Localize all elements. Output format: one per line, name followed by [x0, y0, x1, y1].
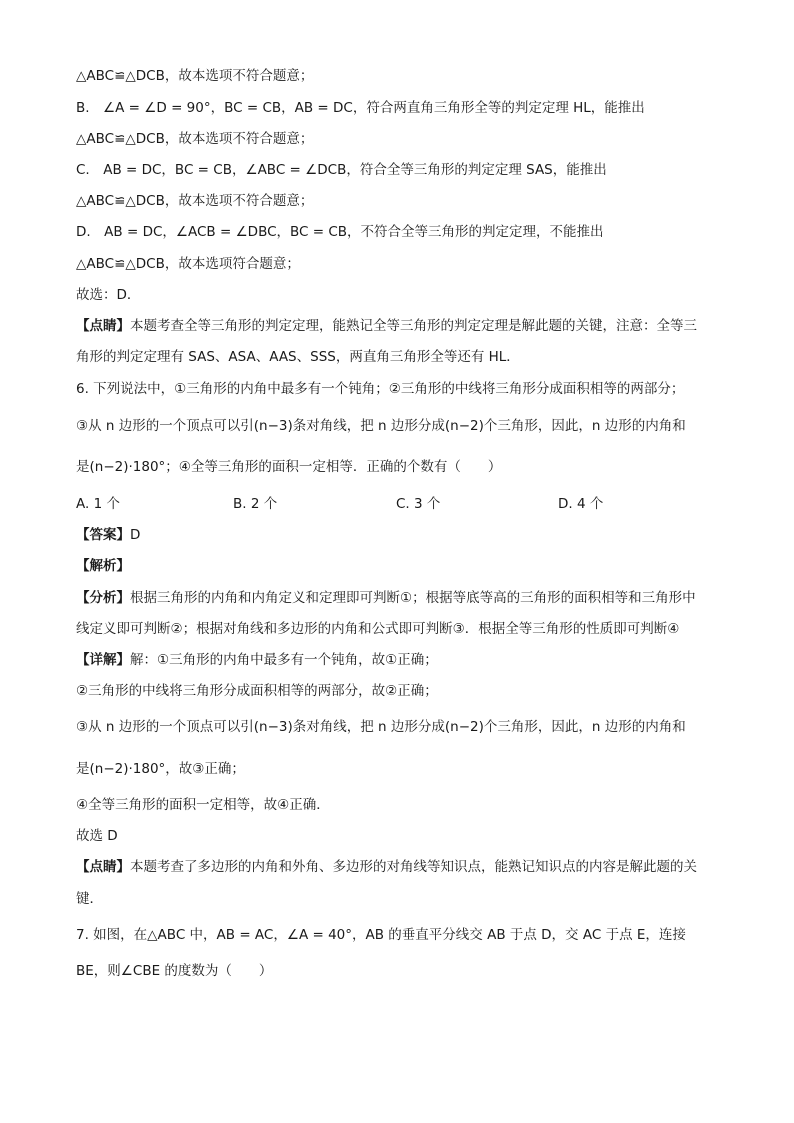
remark2-line-1: 【点睛】本题考查了多边形的内角和外角、多边形的对角线等知识点，能熟记知识点的内容是解此题的关 — [76, 859, 697, 875]
remark2-tag: 【点睛】 — [76, 859, 130, 875]
text-line-5: △ABC≌△DCB，故本选项不符合题意； — [76, 193, 314, 209]
text-line-7: △ABC≌△DCB，故本选项符合题意； — [76, 256, 300, 272]
answer-tag: 【答案】 — [76, 527, 130, 543]
question-6-line-1: 6. 下列说法中，①三角形的内角中最多有一个钝角；②三角形的中线将三角形分成面积相等的两部分； — [76, 381, 685, 397]
detail-line-5: ④全等三角形的面积一定相等，故④正确． — [76, 797, 330, 813]
text-line-4: C. AB = DC，BC = CB，∠ABC = ∠DCB，符合全等三角形的判定定理 SAS，能推出 — [76, 162, 607, 178]
text-line-3: △ABC≌△DCB，故本选项不符合题意； — [76, 131, 314, 147]
text-line-2: B. ∠A = ∠D = 90°，BC = CB，AB = DC，符合两直角三角形全等的判定定理 HL，能推出 — [76, 100, 645, 116]
remark2-line-2: 键． — [76, 891, 103, 907]
question-7-line-1: 7. 如图，在△ABC 中，AB = AC，∠A = 40°，AB 的垂直平分线交 AB 于点 D，交 AC 于点 E，连接 — [76, 927, 686, 943]
option-b: B. 2 个 — [233, 496, 278, 512]
question-7-line-2: BE，则∠CBE 的度数为（ ） — [76, 963, 273, 979]
analysis-tag: 【解析】 — [76, 558, 130, 574]
detail-line-3: ③从 n 边形的一个顶点可以引(n−3)条对角线，把 n 边形分成(n−2)个三角形，因此，n 边形的内角和 — [76, 719, 686, 735]
analysis-line-1: 【分析】根据三角形的内角和内角定义和定理即可判断①；根据等底等高的三角形的面积相等和三角形中 — [76, 590, 696, 606]
remark-tag: 【点睛】 — [76, 318, 130, 334]
option-d: D. 4 个 — [558, 496, 604, 512]
text-line-1: △ABC≌△DCB，故本选项不符合题意； — [76, 68, 314, 84]
detail-line-6: 故选 D — [76, 828, 118, 844]
detail-line-2: ②三角形的中线将三角形分成面积相等的两部分，故②正确； — [76, 683, 438, 699]
option-c: C. 3 个 — [396, 496, 441, 512]
analysis-line-2: 线定义即可判断②；根据对角线和多边形的内角和公式即可判断③．根据全等三角形的性质即可判断④ — [76, 621, 680, 637]
question-6-line-2: ③从 n 边形的一个顶点可以引(n−3)条对角线，把 n 边形分成(n−2)个三角形，因此，n 边形的内角和 — [76, 418, 686, 434]
detail-tag: 【详解】 — [76, 652, 130, 668]
remark-line-1: 【点睛】本题考查全等三角形的判定定理，能熟记全等三角形的判定定理是解此题的关键，注意：全等三 — [76, 318, 697, 334]
detail-line-1: 【详解】解：①三角形的内角中最多有一个钝角，故①正确； — [76, 652, 438, 668]
analysis-heading — [76, 557, 130, 575]
remark-line-2: 角形的判定定理有 SAS、ASA、AAS、SSS，两直角三角形全等还有 HL． — [76, 349, 520, 365]
option-a: A. 1 个 — [76, 496, 120, 512]
text-line-8: 故选：D． — [76, 287, 141, 303]
question-6-line-3: 是(n−2)·180°；④全等三角形的面积一定相等．正确的个数有（ ） — [76, 459, 502, 475]
detail-line-4: 是(n−2)·180°，故③正确； — [76, 761, 245, 777]
text-line-6: D. AB = DC，∠ACB = ∠DBC，BC = CB，不符合全等三角形的判定定理，不能推出 — [76, 224, 604, 240]
answer-line: 【答案】D — [76, 527, 141, 543]
analysis-sub-tag: 【分析】 — [76, 590, 130, 606]
